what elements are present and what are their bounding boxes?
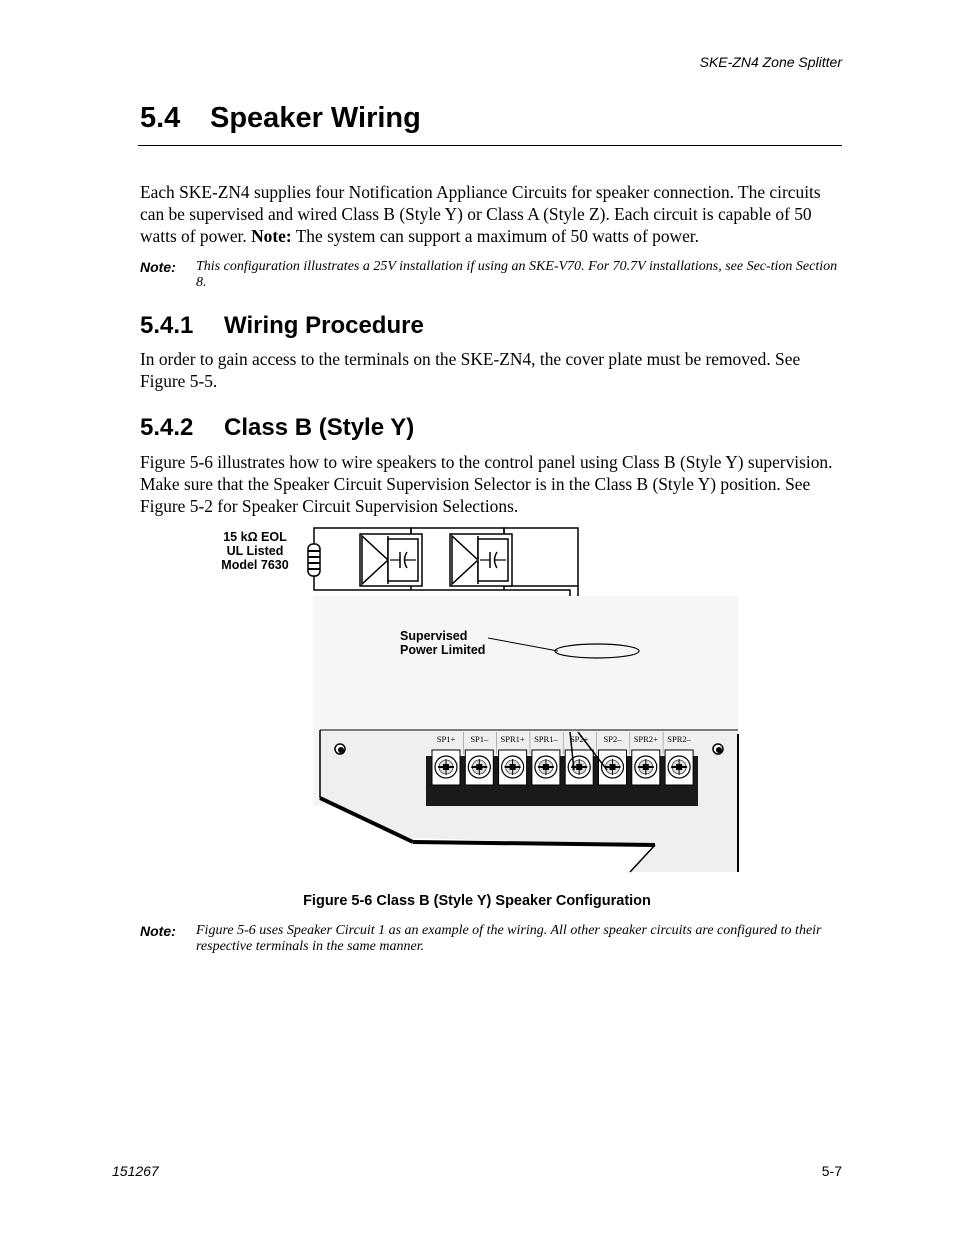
terminal-label: SPR1+ <box>500 734 525 744</box>
heading-rule <box>138 145 842 146</box>
section-title: Speaker Wiring <box>210 102 421 134</box>
subsection-heading-class-b <box>140 414 414 442</box>
terminal-screw-icon[interactable] <box>599 750 627 785</box>
mounting-hole-icon <box>335 744 345 754</box>
figure-caption: Figure 5-6 Class B (Style Y) Speaker Configuration <box>303 893 651 909</box>
resistor-label-line-1: 15 kΩ EOL <box>223 530 287 544</box>
note2-text: Figure 5-6 uses Speaker Circuit 1 as an example of the wiring. All other speaker circuits are configured to their respective terminals in the same manner. <box>196 923 822 954</box>
terminal-label: SP2+ <box>569 734 589 744</box>
class-b-paragraph: Figure 5-6 illustrates how to wire speakers to the control panel using Class B (Style Y) supervision. Make sure that the Speaker Circuit Supervision Selector is in the Class B (Style Y) position. See Figure 5-2 for Speaker Circuit Supervision Selections. <box>140 452 833 516</box>
terminal-screw-icon[interactable] <box>465 750 493 785</box>
terminal-label: SP1– <box>470 734 489 744</box>
speaker-2-icon <box>450 534 512 586</box>
note2-label: Note: <box>140 923 176 939</box>
footer-doc-number: 151267 <box>112 1163 159 1179</box>
subsection-title: Wiring Procedure <box>224 312 424 339</box>
note1-label: Note: <box>140 259 176 275</box>
terminal-screw-icon[interactable] <box>665 750 693 785</box>
wiring-procedure-paragraph: In order to gain access to the terminals on the SKE-ZN4, the cover plate must be removed. See Figure 5-5. <box>140 349 801 391</box>
terminal-label: SPR1– <box>534 734 558 744</box>
terminal-label: SP1+ <box>436 734 456 744</box>
wire-label-line-2: Power Limited <box>400 643 486 657</box>
terminal-label: SPR2+ <box>633 734 658 744</box>
intro-inline-note-label: Note: <box>251 226 292 246</box>
intro-text-after: The system can support a maximum of 50 watts of power. <box>291 226 699 246</box>
subsection-heading-wiring-procedure <box>140 312 424 340</box>
subsection-number: 5.4.2 <box>140 414 194 441</box>
terminal-label: SP2– <box>603 734 622 744</box>
terminal-screw-icon[interactable] <box>499 750 527 785</box>
mounting-hole-icon <box>713 744 723 754</box>
terminal-screw-icon[interactable] <box>432 750 460 785</box>
footer-page-number: 5-7 <box>821 1163 842 1179</box>
intro-text: Each SKE-ZN4 supplies four Notification Appliance Circuits for speaker connection. The circuits can be supervised and wired Class B (Style Y) or Class A (Style Z). Each circuit is capable of 50 watts of power. <box>140 182 821 246</box>
terminal-screw-icon[interactable] <box>632 750 660 785</box>
running-head: SKE-ZN4 Zone Splitter <box>699 54 842 70</box>
section-heading <box>140 102 421 135</box>
section-number: 5.4 <box>140 102 181 134</box>
resistor-label-line-2: UL Listed <box>226 544 284 558</box>
note1-text: This configuration illustrates a 25V installation if using an SKE-V70. For 70.7V installations, see Sec-tion Section 8. <box>196 259 838 290</box>
subsection-title: Class B (Style Y) <box>224 414 415 441</box>
terminal-screw-icon[interactable] <box>565 750 593 785</box>
subsection-number: 5.4.1 <box>140 312 194 339</box>
speaker-1-icon <box>360 534 422 586</box>
intro-paragraph <box>140 181 844 247</box>
speaker-wiring-diagram <box>200 520 750 885</box>
terminal-label: SPR2– <box>667 734 691 744</box>
eol-resistor-icon <box>308 534 320 586</box>
wire-label-line-1: Supervised <box>400 629 468 643</box>
resistor-label-line-3: Model 7630 <box>221 558 289 572</box>
terminal-screw-icon[interactable] <box>532 750 560 785</box>
